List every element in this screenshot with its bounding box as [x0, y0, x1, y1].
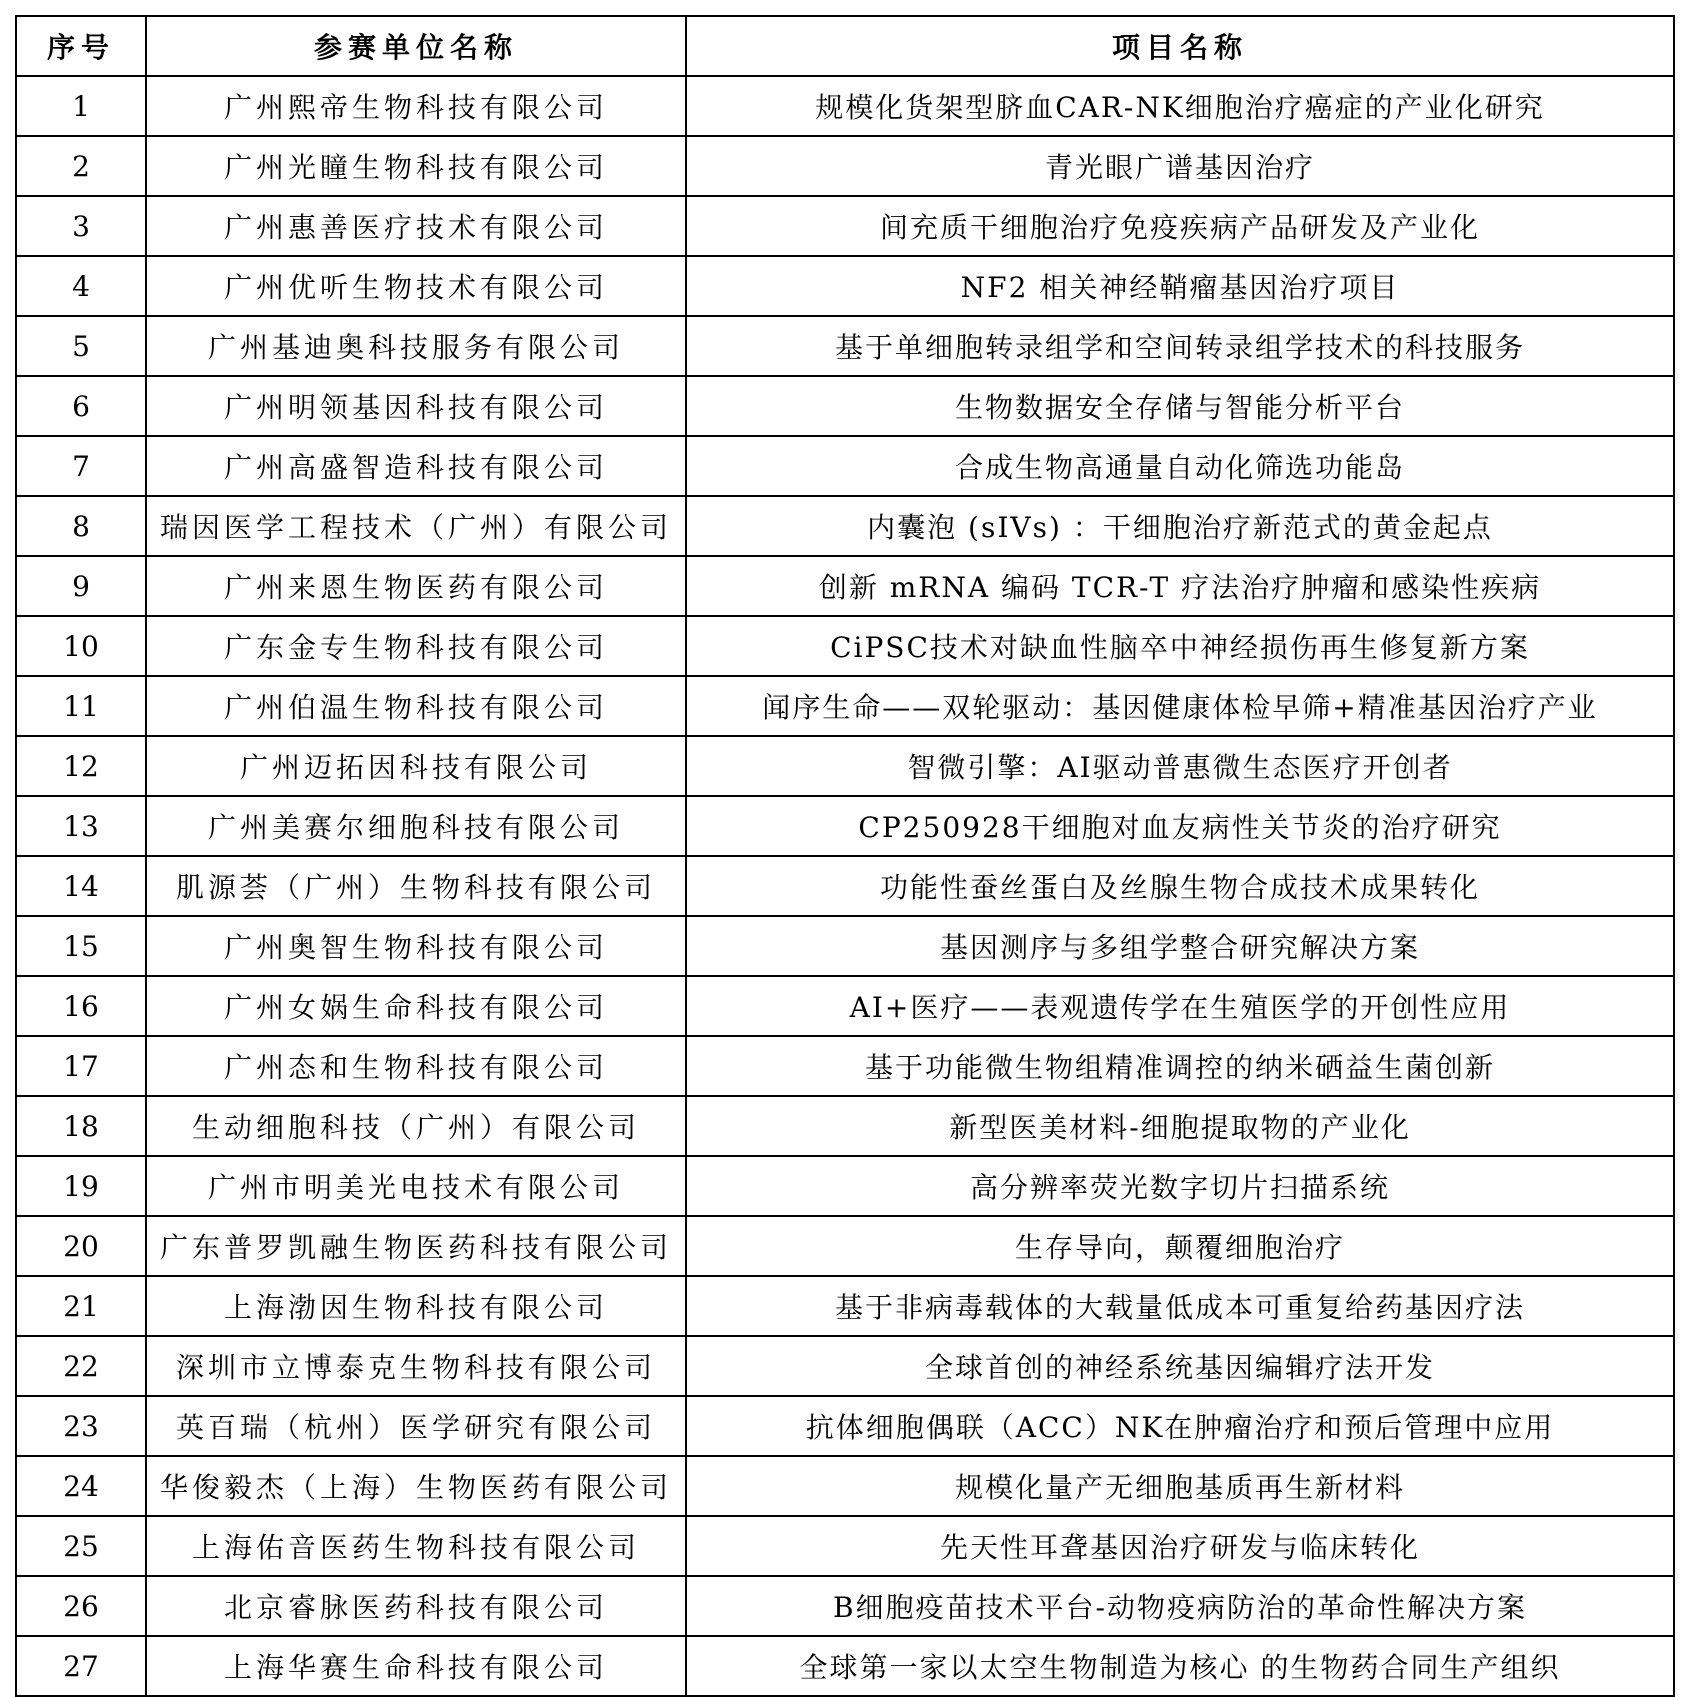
table-row [16, 1276, 1674, 1336]
table-row [16, 1636, 1674, 1696]
table-row [16, 1096, 1674, 1156]
cell-index: 23 [16, 1396, 146, 1456]
cell-project: 间充质干细胞治疗免疫疾病产品研发及产业化 [686, 196, 1674, 256]
table-row [16, 1156, 1674, 1216]
cell-company: 广州态和生物科技有限公司 [146, 1036, 686, 1096]
table-row [16, 1336, 1674, 1396]
cell-company: 瑞因医学工程技术（广州）有限公司 [146, 496, 686, 556]
table-row [16, 376, 1674, 436]
table-row [16, 796, 1674, 856]
cell-company: 英百瑞（杭州）医学研究有限公司 [146, 1396, 686, 1456]
cell-index: 26 [16, 1576, 146, 1636]
cell-company: 广州迈拓因科技有限公司 [146, 736, 686, 796]
cell-project: 基于非病毒载体的大载量低成本可重复给药基因疗法 [686, 1276, 1674, 1336]
cell-project: 生物数据安全存储与智能分析平台 [686, 376, 1674, 436]
cell-project: 全球第一家以太空生物制造为核心 的生物药合同生产组织 [686, 1636, 1674, 1696]
cell-company: 广州美赛尔细胞科技有限公司 [146, 796, 686, 856]
cell-project: 基于单细胞转录组学和空间转录组学技术的科技服务 [686, 316, 1674, 376]
cell-index: 3 [16, 196, 146, 256]
cell-project: 功能性蚕丝蛋白及丝腺生物合成技术成果转化 [686, 856, 1674, 916]
table-row [16, 916, 1674, 976]
cell-company: 上海渤因生物科技有限公司 [146, 1276, 686, 1336]
cell-index: 25 [16, 1516, 146, 1576]
cell-index: 4 [16, 256, 146, 316]
header-index: 序号 [16, 16, 146, 76]
cell-company: 广州光瞳生物科技有限公司 [146, 136, 686, 196]
cell-project: 基因测序与多组学整合研究解决方案 [686, 916, 1674, 976]
cell-index: 24 [16, 1456, 146, 1516]
cell-company: 广州高盛智造科技有限公司 [146, 436, 686, 496]
cell-company: 广州女娲生命科技有限公司 [146, 976, 686, 1036]
cell-index: 12 [16, 736, 146, 796]
table-row [16, 1516, 1674, 1576]
cell-project: 抗体细胞偶联（ACC）NK在肿瘤治疗和预后管理中应用 [686, 1396, 1674, 1456]
cell-index: 19 [16, 1156, 146, 1216]
cell-project: 闻序生命——双轮驱动：基因健康体检早筛+精准基因治疗产业 [686, 676, 1674, 736]
cell-project: AI+医疗——表观遗传学在生殖医学的开创性应用 [686, 976, 1674, 1036]
cell-company: 生动细胞科技（广州）有限公司 [146, 1096, 686, 1156]
table-row [16, 316, 1674, 376]
cell-index: 6 [16, 376, 146, 436]
cell-index: 10 [16, 616, 146, 676]
table-row [16, 436, 1674, 496]
cell-company: 北京睿脉医药科技有限公司 [146, 1576, 686, 1636]
cell-project: 生存导向，颠覆细胞治疗 [686, 1216, 1674, 1276]
cell-project: 内囊泡 (sIVs) ：干细胞治疗新范式的黄金起点 [686, 496, 1674, 556]
cell-index: 18 [16, 1096, 146, 1156]
table-row [16, 136, 1674, 196]
cell-index: 14 [16, 856, 146, 916]
cell-project: 先天性耳聋基因治疗研发与临床转化 [686, 1516, 1674, 1576]
cell-index: 7 [16, 436, 146, 496]
cell-project: 创新 mRNA 编码 TCR-T 疗法治疗肿瘤和感染性疾病 [686, 556, 1674, 616]
cell-index: 27 [16, 1636, 146, 1696]
cell-index: 9 [16, 556, 146, 616]
table-row [16, 1576, 1674, 1636]
table-row [16, 1036, 1674, 1096]
cell-company: 华俊毅杰（上海）生物医药有限公司 [146, 1456, 686, 1516]
cell-project: CiPSC技术对缺血性脑卒中神经损伤再生修复新方案 [686, 616, 1674, 676]
cell-company: 广州市明美光电技术有限公司 [146, 1156, 686, 1216]
table-row [16, 256, 1674, 316]
table-row [16, 196, 1674, 256]
header-company: 参赛单位名称 [146, 16, 686, 76]
table-row [16, 736, 1674, 796]
cell-company: 广州明领基因科技有限公司 [146, 376, 686, 436]
cell-index: 1 [16, 76, 146, 136]
table-row [16, 76, 1674, 136]
table-row [16, 1396, 1674, 1456]
cell-company: 广州伯温生物科技有限公司 [146, 676, 686, 736]
table-row [16, 976, 1674, 1036]
cell-company: 肌源荟（广州）生物科技有限公司 [146, 856, 686, 916]
cell-index: 8 [16, 496, 146, 556]
cell-company: 广州基迪奥科技服务有限公司 [146, 316, 686, 376]
cell-company: 广东金专生物科技有限公司 [146, 616, 686, 676]
table-row [16, 856, 1674, 916]
cell-index: 22 [16, 1336, 146, 1396]
cell-project: CP250928干细胞对血友病性关节炎的治疗研究 [686, 796, 1674, 856]
cell-company: 上海佑音医药生物科技有限公司 [146, 1516, 686, 1576]
participants-table [15, 15, 1675, 1697]
table-row [16, 616, 1674, 676]
table-row [16, 1216, 1674, 1276]
cell-company: 广州惠善医疗技术有限公司 [146, 196, 686, 256]
cell-company: 广州优听生物技术有限公司 [146, 256, 686, 316]
cell-index: 16 [16, 976, 146, 1036]
cell-index: 15 [16, 916, 146, 976]
cell-index: 21 [16, 1276, 146, 1336]
cell-index: 13 [16, 796, 146, 856]
cell-project: 智微引擎：AI驱动普惠微生态医疗开创者 [686, 736, 1674, 796]
cell-project: 基于功能微生物组精准调控的纳米硒益生菌创新 [686, 1036, 1674, 1096]
table-row [16, 676, 1674, 736]
cell-company: 上海华赛生命科技有限公司 [146, 1636, 686, 1696]
cell-index: 20 [16, 1216, 146, 1276]
cell-index: 2 [16, 136, 146, 196]
cell-project: 青光眼广谱基因治疗 [686, 136, 1674, 196]
table-row [16, 1456, 1674, 1516]
cell-index: 5 [16, 316, 146, 376]
cell-project: 规模化货架型脐血CAR-NK细胞治疗癌症的产业化研究 [686, 76, 1674, 136]
table-row [16, 496, 1674, 556]
cell-company: 广东普罗凯融生物医药科技有限公司 [146, 1216, 686, 1276]
cell-project: 规模化量产无细胞基质再生新材料 [686, 1456, 1674, 1516]
cell-project: 合成生物高通量自动化筛选功能岛 [686, 436, 1674, 496]
cell-project: 全球首创的神经系统基因编辑疗法开发 [686, 1336, 1674, 1396]
cell-company: 广州熙帝生物科技有限公司 [146, 76, 686, 136]
table-row [16, 556, 1674, 616]
cell-project: NF2 相关神经鞘瘤基因治疗项目 [686, 256, 1674, 316]
cell-company: 广州奥智生物科技有限公司 [146, 916, 686, 976]
cell-project: 新型医美材料-细胞提取物的产业化 [686, 1096, 1674, 1156]
cell-company: 深圳市立博泰克生物科技有限公司 [146, 1336, 686, 1396]
cell-index: 11 [16, 676, 146, 736]
cell-project: B细胞疫苗技术平台-动物疫病防治的革命性解决方案 [686, 1576, 1674, 1636]
cell-index: 17 [16, 1036, 146, 1096]
cell-company: 广州来恩生物医药有限公司 [146, 556, 686, 616]
header-project: 项目名称 [686, 16, 1674, 76]
table-header-row [16, 16, 1674, 76]
cell-project: 高分辨率荧光数字切片扫描系统 [686, 1156, 1674, 1216]
